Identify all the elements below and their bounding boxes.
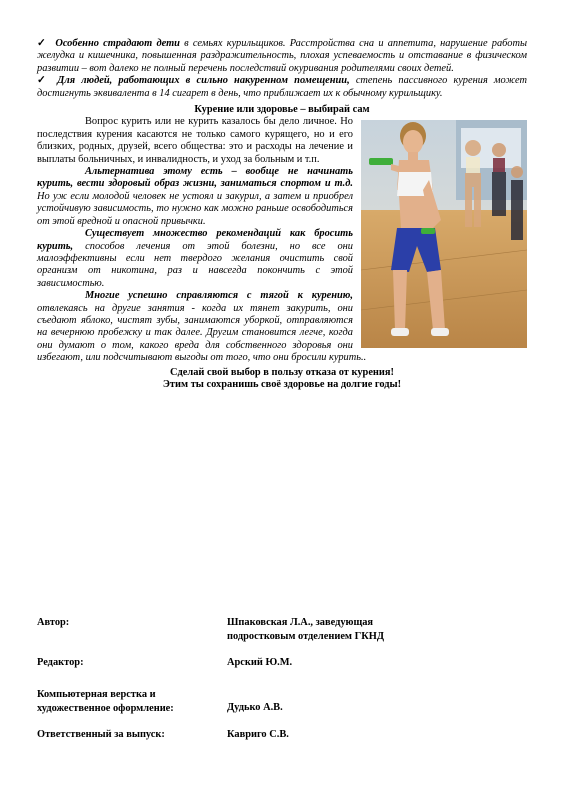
layout-label: [37, 688, 227, 715]
bullet-children-text: в семьях курильщиков. Расстройства сна и аппетита, нарушение работы желудка и кишечника, повышенная раздражительность, плохая успеваемость и отставание в физическом развитии – вот далеко не полный перечень последствий окуривания родителями своих детей.: [37, 38, 527, 74]
layout-label-line-2: художественное оформление:: [37, 702, 174, 714]
bullet-children: [37, 38, 527, 75]
intro-paragraph: Вопрос курить или не курить казалось бы дело личное. Но последствия курения касаются не только самого курящего, но и его близких, родных, друзей, всего общества: это и расходы на лечение и выплаты больничных, и инвалидность, и уход за больным и т.п.: [37, 116, 353, 165]
editor-label: Редактор:: [37, 657, 84, 668]
responsible-value: Кавриго С.В.: [227, 729, 289, 740]
author-name: Шпаковская Л.А., заведующая: [227, 617, 374, 628]
editor-value: Арский Ю.М.: [227, 657, 293, 668]
document-body: [37, 38, 527, 391]
responsible-label: Ответственный за выпуск:: [37, 729, 165, 740]
section-heading: Курение или здоровье – выбирай сам: [194, 104, 370, 116]
fitness-photo-illustration: [361, 120, 527, 348]
author-label: Автор:: [37, 617, 70, 628]
checkmark-icon: ✓: [37, 38, 48, 49]
bullet-workers: [37, 75, 527, 100]
coping-lead: Многие успешно справляются с тягой к курению,: [85, 290, 353, 302]
alternative-lead: Альтернатива этому есть – вообще не начинать курить, вести здоровый образ жизни, заниматься спортом и т.д.: [37, 166, 353, 190]
closing-line-2: Этим ты сохранишь своё здоровье на долгие годы!: [162, 378, 402, 390]
bullet-workers-lead: Для людей, работающих в сильно накуренном помещении,: [57, 75, 350, 87]
closing-line-1: Сделай свой выбор в пользу отказа от курения!: [170, 366, 394, 378]
bullet-workers-text: степень пассивного курения может достигнуть эквивалента в 14 сигарет в день, что приближает их к обычному курильщику.: [37, 75, 527, 99]
author-position: подростковым отделением ГКНД: [227, 630, 384, 642]
alternative-text: Но уж если молодой человек не устоял и закурил, а затем и приобрел устойчивую зависимость, то нужно как можно раньше освободиться от этой вредной и опасной привычки.: [37, 190, 353, 227]
recommendations-text: способов лечения от этой болезни, но все они малоэффективны если нет твердого желания очистить свой организм от никотина, раз и навсегда покончить с этой зависимостью.: [37, 240, 353, 289]
fitness-photo: [361, 120, 527, 348]
layout-value: Дудько А.В.: [227, 702, 283, 713]
layout-label-line-1: Компьютерная верстка и: [37, 689, 156, 700]
bullet-children-lead: Особенно страдают дети: [55, 38, 180, 49]
coping-text: отвлекаясь на другие занятия - когда их тянет закурить, они съедают яблоко, чистят зубы, занимаются уборкой, отправляются на вечернюю пробежку и так далее. Другим становится легче, когда они думают о том, какого вреда для собственного здоровья они избегают, или подсчитывают выгоды от того, что они бросили курить..: [37, 302, 367, 364]
checkmark-icon: ✓: [37, 75, 50, 87]
recommendations-lead: Существует множество рекомендаций как бросить курить,: [37, 228, 353, 252]
author-value: [227, 616, 527, 643]
